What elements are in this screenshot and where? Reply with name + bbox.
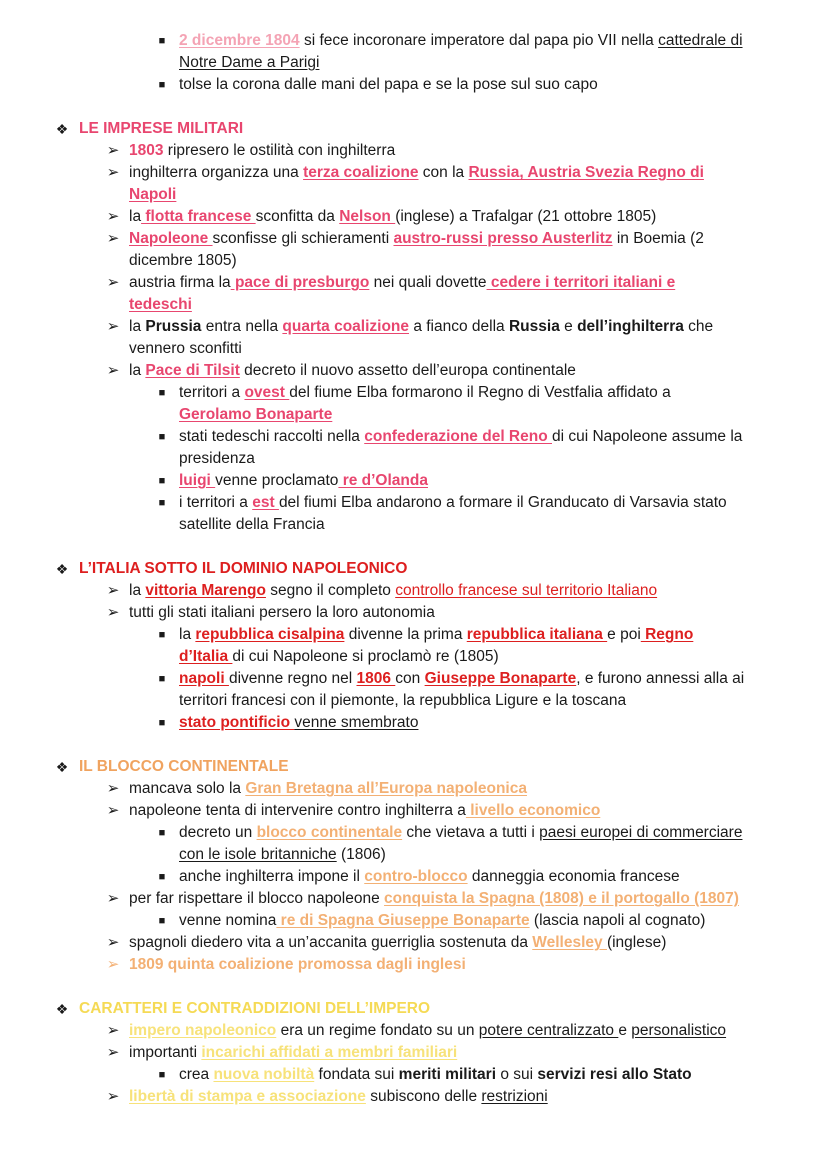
- list-item-continuation: tedeschi: [129, 296, 192, 313]
- list-item-continuation: Notre Dame a Parigi: [179, 54, 320, 71]
- arrow-bullet-icon: ➢: [106, 274, 120, 291]
- square-bullet-icon: ■: [158, 79, 166, 91]
- list-item: ➢ mancava solo la Gran Bretagna all’Europa napoleonica: [0, 778, 828, 800]
- list-item-continuation: dicembre 1805): [129, 252, 237, 269]
- list-item: ➢ napoleone tenta di intervenire contro inghilterra a livello economico: [0, 800, 828, 822]
- list-item-continuation: presidenza: [179, 450, 255, 467]
- list-item-continuation: territori francesi con il piemonte, la repubblica Ligure e la toscana: [179, 692, 627, 709]
- arrow-bullet-icon: ➢: [106, 956, 120, 973]
- list-item: ➢ inghilterra organizza una terza coalizione con la Russia, Austria Svezia Regno di: [0, 162, 828, 184]
- list-item: ➢ la vittoria Marengo segno il completo controllo francese sul territorio Italiano: [0, 580, 828, 602]
- section-heading: ❖ CARATTERI E CONTRADDIZIONI DELL’IMPERO: [0, 998, 828, 1020]
- list-item: ■ luigi venne proclamato re d’Olanda: [0, 470, 828, 492]
- square-bullet-icon: ■: [158, 871, 166, 883]
- list-item-continuation: satellite della Francia: [179, 516, 325, 533]
- list-item-continuation: con le isole britanniche (1806): [179, 846, 386, 863]
- arrow-bullet-icon: ➢: [106, 890, 120, 907]
- list-item: ■ i territori a est del fiumi Elba andarono a formare il Granducato di Varsavia stato: [0, 492, 828, 514]
- notes-page: [0, 30, 828, 1108]
- list-item: ➢ spagnoli diedero vita a un’accanita guerriglia sostenuta da Wellesley (inglese): [0, 932, 828, 954]
- square-bullet-icon: ■: [158, 1069, 166, 1081]
- list-item: ➢ importanti incarichi affidati a membri familiari: [0, 1042, 828, 1064]
- list-item: ➢ la flotta francese sconfitta da Nelson (inglese) a Trafalgar (21 ottobre 1805): [0, 206, 828, 228]
- list-item: ■ territori a ovest del fiume Elba formarono il Regno di Vestfalia affidato a: [0, 382, 828, 404]
- square-bullet-icon: ■: [158, 717, 166, 729]
- list-item-continuation: Napoli: [129, 186, 177, 203]
- list-item: ■ decreto un blocco continentale che vietava a tutti i paesi europei di commerciare: [0, 822, 828, 844]
- list-item: ➢ Napoleone sconfisse gli schieramenti austro-russi presso Austerlitz in Boemia (2: [0, 228, 828, 250]
- arrow-bullet-icon: ➢: [106, 780, 120, 797]
- arrow-bullet-icon: ➢: [106, 604, 120, 621]
- list-item: ■ tolse la corona dalle mani del papa e se la pose sul suo capo: [0, 74, 828, 96]
- list-item: ➢ tutti gli stati italiani persero la loro autonomia: [0, 602, 828, 624]
- section-heading: ❖ LE IMPRESE MILITARI: [0, 118, 828, 140]
- arrow-bullet-icon: ➢: [106, 142, 120, 159]
- list-item: ➢ la Prussia entra nella quarta coalizione a fianco della Russia e dell’inghilterra che: [0, 316, 828, 338]
- diamond-bullet-icon: ❖: [55, 561, 69, 577]
- list-item: ➢ per far rispettare il blocco napoleone conquista la Spagna (1808) e il portogallo (1807): [0, 888, 828, 910]
- square-bullet-icon: ■: [158, 915, 166, 927]
- square-bullet-icon: ■: [158, 629, 166, 641]
- list-item-continuation: d’Italia di cui Napoleone si proclamò re (1805): [179, 648, 499, 665]
- square-bullet-icon: ■: [158, 475, 166, 487]
- section-heading: ❖ L’ITALIA SOTTO IL DOMINIO NAPOLEONICO: [0, 558, 828, 580]
- list-item: ■ napoli divenne regno nel 1806 con Giuseppe Bonaparte, e furono annessi alla ai: [0, 668, 828, 690]
- list-item-continuation: Gerolamo Bonaparte: [179, 406, 333, 423]
- diamond-bullet-icon: ❖: [55, 121, 69, 137]
- arrow-bullet-icon: ➢: [106, 1022, 120, 1039]
- diamond-bullet-icon: ❖: [55, 1001, 69, 1017]
- list-item-continuation: vennero sconfitti: [129, 340, 242, 357]
- list-item: ➢ la Pace di Tilsit decreto il nuovo assetto dell’europa continentale: [0, 360, 828, 382]
- list-item: ➢ austria firma la pace di presburgo nei quali dovette cedere i territori italiani e: [0, 272, 828, 294]
- arrow-bullet-icon: ➢: [106, 802, 120, 819]
- square-bullet-icon: ■: [158, 827, 166, 839]
- list-item: ■ la repubblica cisalpina divenne la prima repubblica italiana e poi Regno: [0, 624, 828, 646]
- arrow-bullet-icon: ➢: [106, 230, 120, 247]
- arrow-bullet-icon: ➢: [106, 164, 120, 181]
- square-bullet-icon: ■: [158, 431, 166, 443]
- square-bullet-icon: ■: [158, 35, 166, 47]
- section-heading: ❖ IL BLOCCO CONTINENTALE: [0, 756, 828, 778]
- list-item: ■ anche inghilterra impone il contro-blocco danneggia economia francese: [0, 866, 828, 888]
- list-item: ■ crea nuova nobiltà fondata sui meriti militari o sui servizi resi allo Stato: [0, 1064, 828, 1086]
- square-bullet-icon: ■: [158, 497, 166, 509]
- diamond-bullet-icon: ❖: [55, 759, 69, 775]
- square-bullet-icon: ■: [158, 387, 166, 399]
- list-item: ■ venne nomina re di Spagna Giuseppe Bonaparte (lascia napoli al cognato): [0, 910, 828, 932]
- square-bullet-icon: ■: [158, 673, 166, 685]
- list-item: ➢ 1803 ripresero le ostilità con inghilterra: [0, 140, 828, 162]
- arrow-bullet-icon: ➢: [106, 318, 120, 335]
- list-item: ➢ 1809 quinta coalizione promossa dagli inglesi: [0, 954, 828, 976]
- list-item: ■ stato pontificio venne smembrato: [0, 712, 828, 734]
- arrow-bullet-icon: ➢: [106, 1088, 120, 1105]
- list-item: ■ 2 dicembre 1804 si fece incoronare imperatore dal papa pio VII nella cattedrale di: [0, 30, 828, 52]
- arrow-bullet-icon: ➢: [106, 362, 120, 379]
- arrow-bullet-icon: ➢: [106, 1044, 120, 1061]
- list-item: ■ stati tedeschi raccolti nella confederazione del Reno di cui Napoleone assume la: [0, 426, 828, 448]
- arrow-bullet-icon: ➢: [106, 208, 120, 225]
- list-item: ➢ libertà di stampa e associazione subiscono delle restrizioni: [0, 1086, 828, 1108]
- arrow-bullet-icon: ➢: [106, 934, 120, 951]
- list-item: ➢ impero napoleonico era un regime fondato su un potere centralizzato e personalistico: [0, 1020, 828, 1042]
- arrow-bullet-icon: ➢: [106, 582, 120, 599]
